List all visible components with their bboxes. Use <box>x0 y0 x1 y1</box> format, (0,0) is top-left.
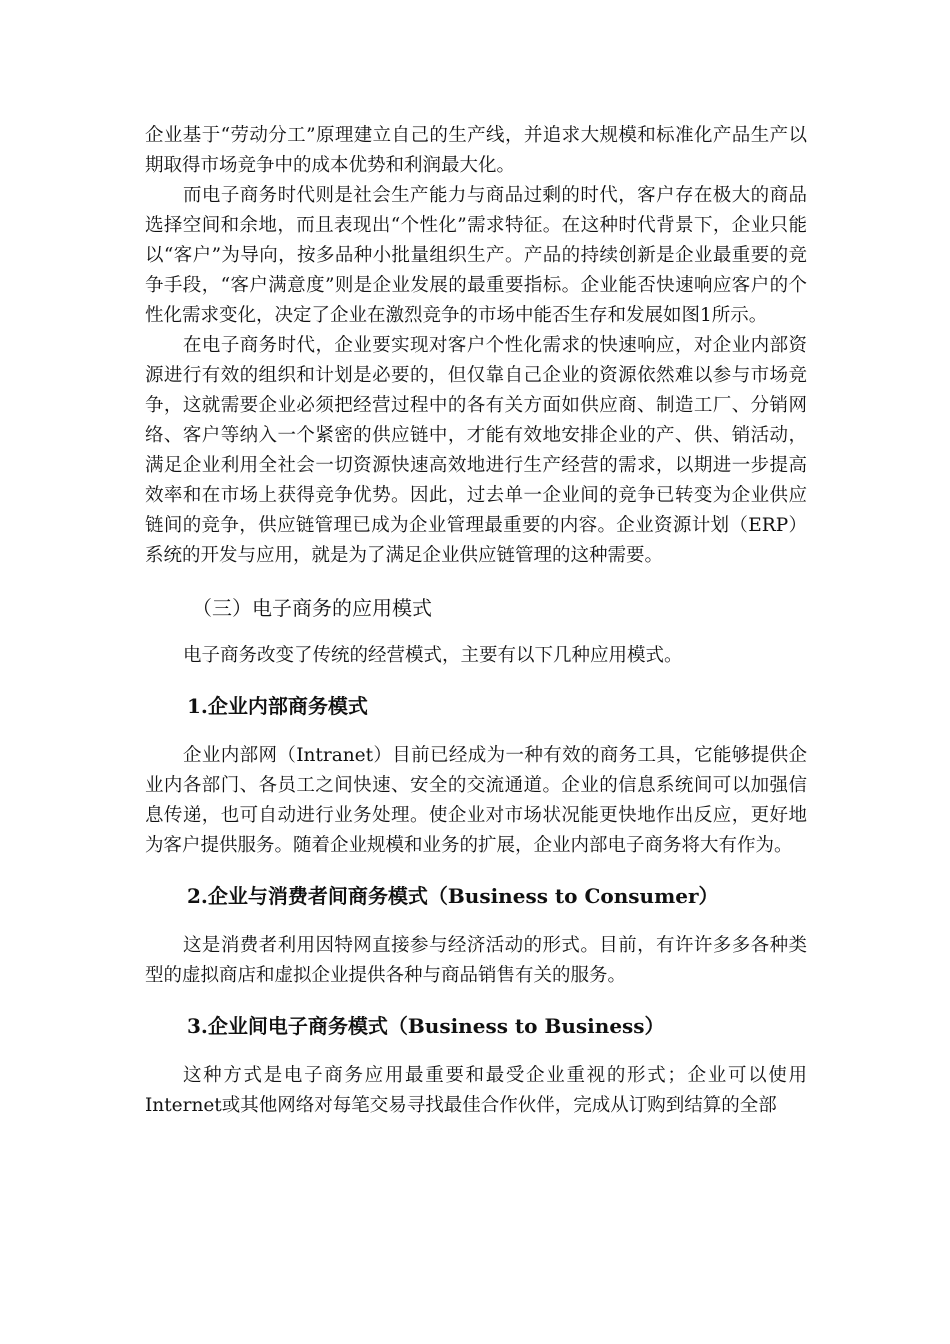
subheading-b2c-mode: 2.企业与消费者间商务模式（Business to Consumer） <box>187 884 719 908</box>
document-page <box>145 121 807 1121</box>
paragraph-section-intro: 电子商务改变了传统的经营模式，主要有以下几种应用模式。 <box>183 645 683 666</box>
paragraph-internal-mode: 企业内部网（Intranet）目前已经成为一种有效的商务工具，它能够提供企业内各部门、各员工之间快速、安全的交流通道。企业的信息系统间可以加强信息传递，也可自动进行业务处理。使企业对市场状况能更快地作出反应，更好地为客户提供服务。随着企业规模和业务的扩展，企业内部电子商务将大有作为。 <box>145 745 807 856</box>
paragraph-ecommerce-era: 而电子商务时代则是社会生产能力与商品过剩的时代，客户存在极大的商品选择空间和余地，而且表现出“个性化”需求特征。在这种时代背景下，企业只能以“客户”为导向，按多品种小批量组织生产。产品的持续创新是企业最重要的竞争手段，“客户满意度”则是企业发展的最重要指标。企业能否快速响应客户的个性化需求变化，决定了企业在激烈竞争的市场中能否生存和发展如图1所示。 <box>145 185 807 326</box>
paragraph-b2b-mode: 这种方式是电子商务应用最重要和最受企业重视的形式；企业可以使用Internet或其他网络对每笔交易寻找最佳合作伙伴，完成从订购到结算的全部 <box>145 1065 807 1116</box>
paragraph-b2c-mode: 这是消费者利用因特网直接参与经济活动的形式。目前，有许许多多各种类型的虚拟商店和虚拟企业提供各种与商品销售有关的服务。 <box>145 935 807 986</box>
subheading-internal-mode: 1.企业内部商务模式 <box>187 694 368 718</box>
paragraph-supply-chain: 在电子商务时代，企业要实现对客户个性化需求的快速响应，对企业内部资源进行有效的组织和计划是必要的，但仅靠自己企业的资源依然难以参与市场竞争，这就需要企业必须把经营过程中的各有关方面如供应商、制造工厂、分销网络、客户等纳入一个紧密的供应链中，才能有效地安排企业的产、供、销活动，满足企业利用全社会一切资源快速高效地进行生产经营的需求，以期进一步提高效率和在市场上获得竞争优势。因此，过去单一企业间的竞争已转变为企业供应链间的竞争，供应链管理已成为企业管理最重要的内容。企业资源计划（ERP）系统的开发与应用，就是为了满足企业供应链管理的这种需要。 <box>145 335 807 566</box>
paragraph-continuation: 企业基于“劳动分工”原理建立自己的生产线，并追求大规模和标准化产品生产以期取得市场竞争中的成本优势和利润最大化。 <box>145 125 807 176</box>
section-heading-application-modes: （三）电子商务的应用模式 <box>192 596 432 620</box>
subheading-b2b-mode: 3.企业间电子商务模式（Business to Business） <box>187 1014 665 1038</box>
